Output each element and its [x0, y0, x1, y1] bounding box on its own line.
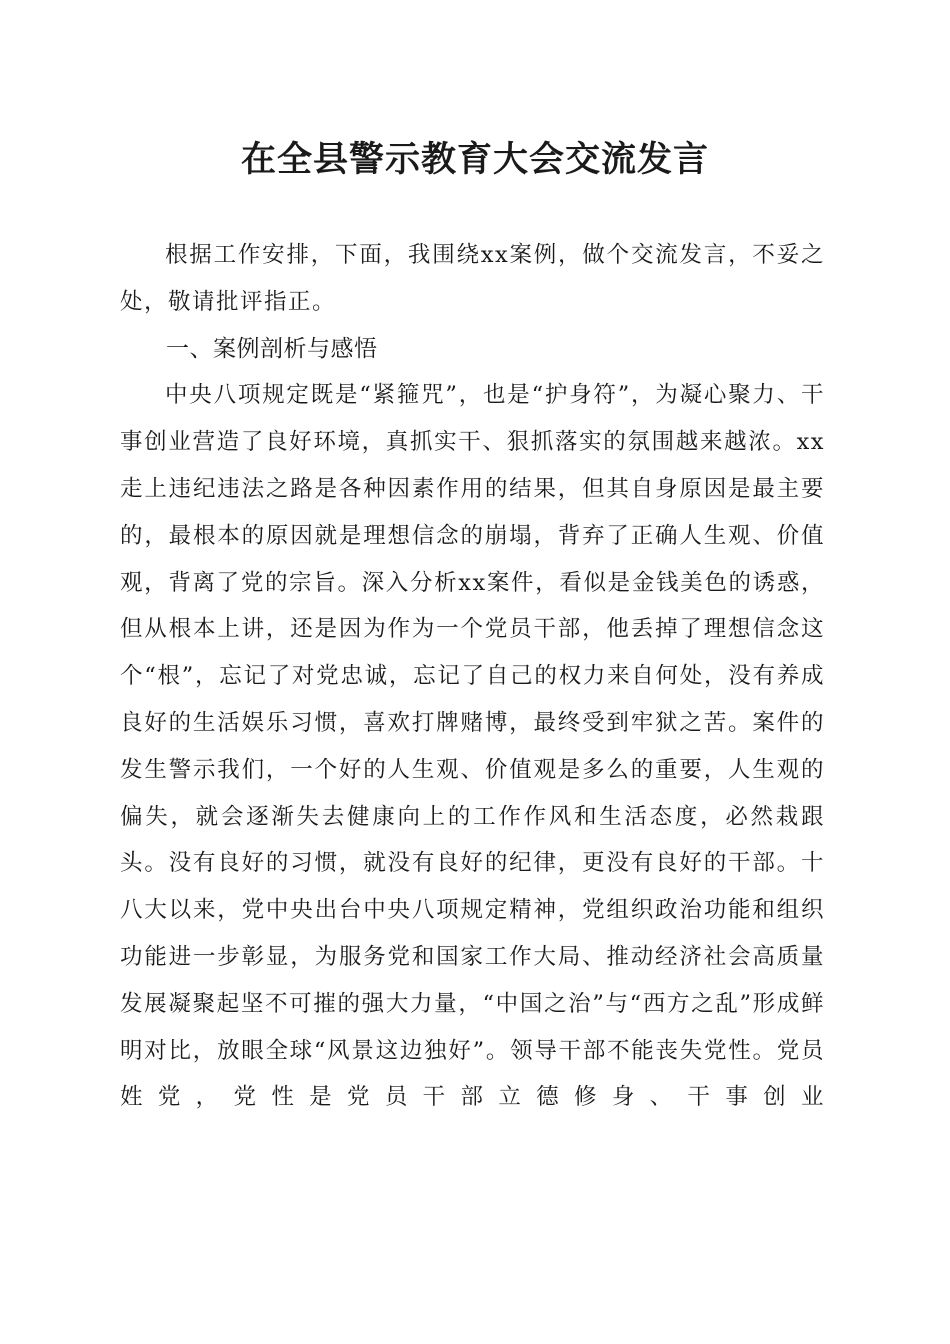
section-1-paragraph: 中央八项规定既是“紧箍咒”，也是“护身符”，为凝心聚力、干事创业营造了良好环境，真抓实干、狠抓落实的氛围越来越浓。xx走上违纪违法之路是各种因素作用的结果，但其自身原因是最主要的，最根本的原因就是理想信念的崩塌，背弃了正确人生观、价值观，背离了党的宗旨。深入分析xx案件，看似是金钱美色的诱惑，但从根本上讲，还是因为作为一个党员干部，他丢掉了理想信念这个“根”，忘记了对党忠诚，忘记了自己的权力来自何处，没有养成良好的生活娱乐习惯，喜欢打牌赌博，最终受到牢狱之苦。案件的发生警示我们，一个好的人生观、价值观是多么的重要，人生观的偏失，就会逐渐失去健康向上的工作作风和生活态度，必然栽跟头。没有良好的习惯，就没有良好的纪律，更没有良好的干部。十八大以来，党中央出台中央八项规定精神，党组织政治功能和组织功能进一步彰显，为服务党和国家工作大局、推动经济社会高质量发展凝聚起坚不可摧的强大力量，“中国之治”与“西方之乱”形成鲜明对比，放眼全球“风景这边独好”。领导干部不能丧失党性。党员姓党，党性是党员干部立德修身、干事创业 — [120, 382, 825, 1111]
intro-paragraph: 根据工作安排，下面，我围绕xx案例，做个交流发言，不妥之处，敬请批评指正。 — [120, 242, 825, 315]
document-body — [120, 232, 825, 1121]
document-title: 在全县警示教育大会交流发言 — [240, 139, 709, 180]
section-heading-1: 一、案例剖析与感悟 — [166, 335, 378, 362]
